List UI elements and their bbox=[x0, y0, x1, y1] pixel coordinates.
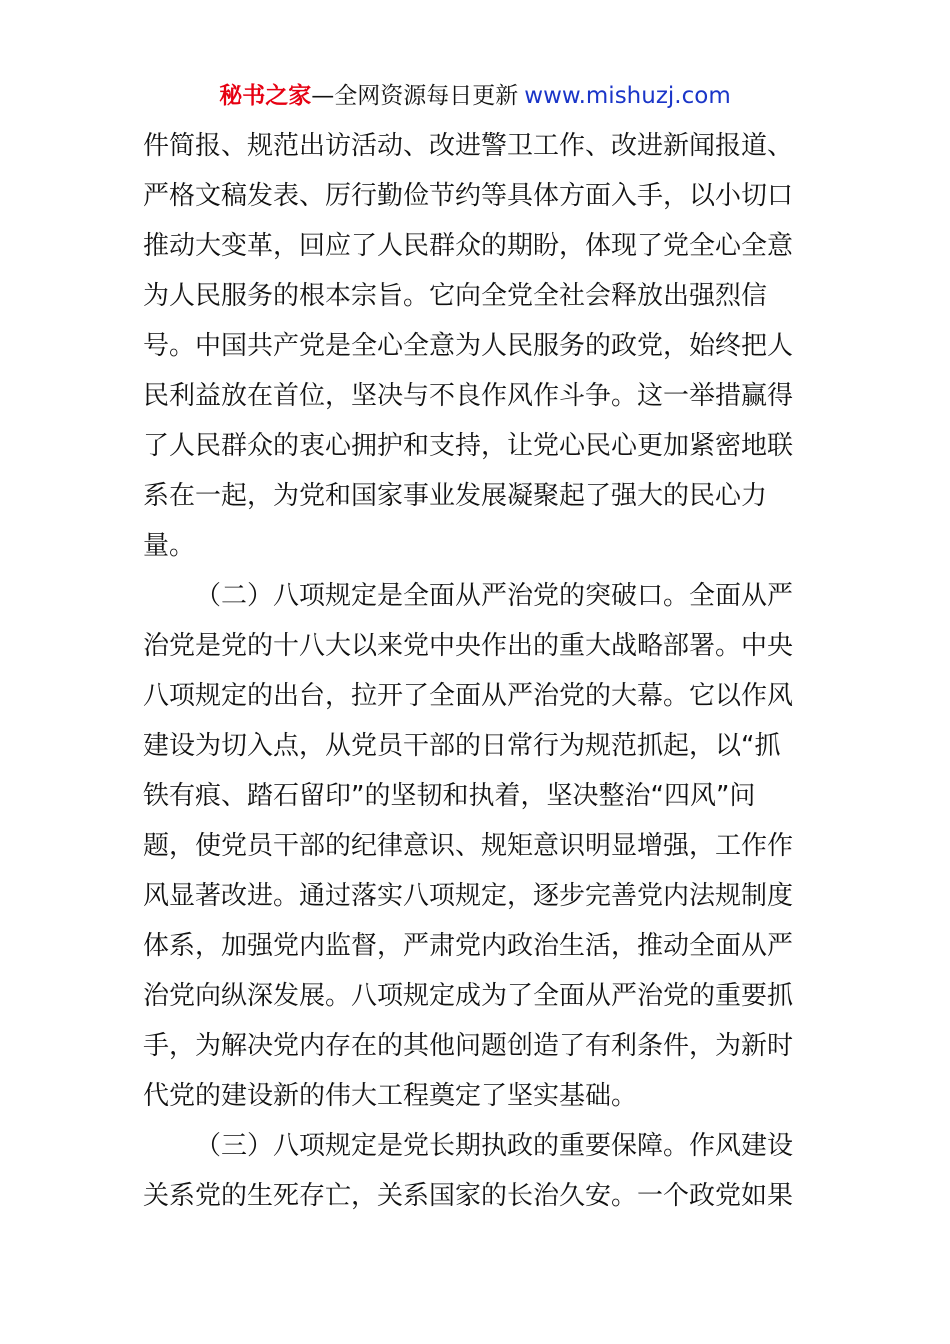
text-line: 风显著改进。通过落实八项规定，逐步完善党内法规制度 bbox=[143, 881, 794, 911]
text-line: 八项规定的出台，拉开了全面从严治党的大幕。它以作风 bbox=[143, 681, 794, 711]
text-line: 铁有痕、踏石留印”的坚韧和执着，坚决整治“四风”问 bbox=[143, 781, 756, 811]
text-line: 系在一起，为党和国家事业发展凝聚起了强大的民心力 bbox=[143, 481, 768, 511]
text-line: 了人民群众的衷心拥护和支持，让党心民心更加紧密地联 bbox=[143, 431, 794, 461]
text-line: 题，使党员干部的纪律意识、规矩意识明显增强，工作作 bbox=[143, 831, 794, 861]
text-line: 严格文稿发表、厉行勤俭节约等具体方面入手，以小切口 bbox=[143, 181, 794, 211]
text-line: 体系，加强党内监督，严肃党内政治生活，推动全面从严 bbox=[143, 931, 794, 961]
text-line: 为人民服务的根本宗旨。它向全党全社会释放出强烈信 bbox=[143, 281, 768, 311]
text-line: 关系党的生死存亡，关系国家的长治久安。一个政党如果 bbox=[143, 1181, 794, 1211]
site-name: 秘书之家 bbox=[219, 83, 312, 109]
text-line: 治党向纵深发展。八项规定成为了全面从严治党的重要抓 bbox=[143, 981, 794, 1011]
text-line: 手，为解决党内存在的其他问题创造了有利条件，为新时 bbox=[143, 1031, 794, 1061]
text-line: 民利益放在首位，坚决与不良作风作斗争。这一举措赢得 bbox=[143, 381, 794, 411]
text-line: 推动大变革，回应了人民群众的期盼，体现了党全心全意 bbox=[143, 231, 794, 261]
text-line: 件简报、规范出访活动、改进警卫工作、改进新闻报道、 bbox=[143, 131, 794, 161]
paragraph-start-line: （二）八项规定是全面从严治党的突破口。全面从严 bbox=[195, 581, 794, 611]
text-line: 代党的建设新的伟大工程奠定了坚实基础。 bbox=[143, 1081, 638, 1111]
page-header bbox=[0, 80, 950, 112]
site-tagline: —全网资源每日更新 bbox=[311, 83, 519, 109]
paragraph-start-line: （三）八项规定是党长期执政的重要保障。作风建设 bbox=[195, 1131, 794, 1161]
text-line: 量。 bbox=[143, 531, 196, 561]
text-line: 建设为切入点，从党员干部的日常行为规范抓起，以“抓 bbox=[143, 731, 781, 761]
document-body bbox=[143, 121, 807, 1221]
text-line: 号。中国共产党是全心全意为人民服务的政党，始终把人 bbox=[143, 331, 794, 361]
site-url-link[interactable]: www.mishuzj.com bbox=[524, 83, 731, 109]
text-line: 治党是党的十八大以来党中央作出的重大战略部署。中央 bbox=[143, 631, 794, 661]
